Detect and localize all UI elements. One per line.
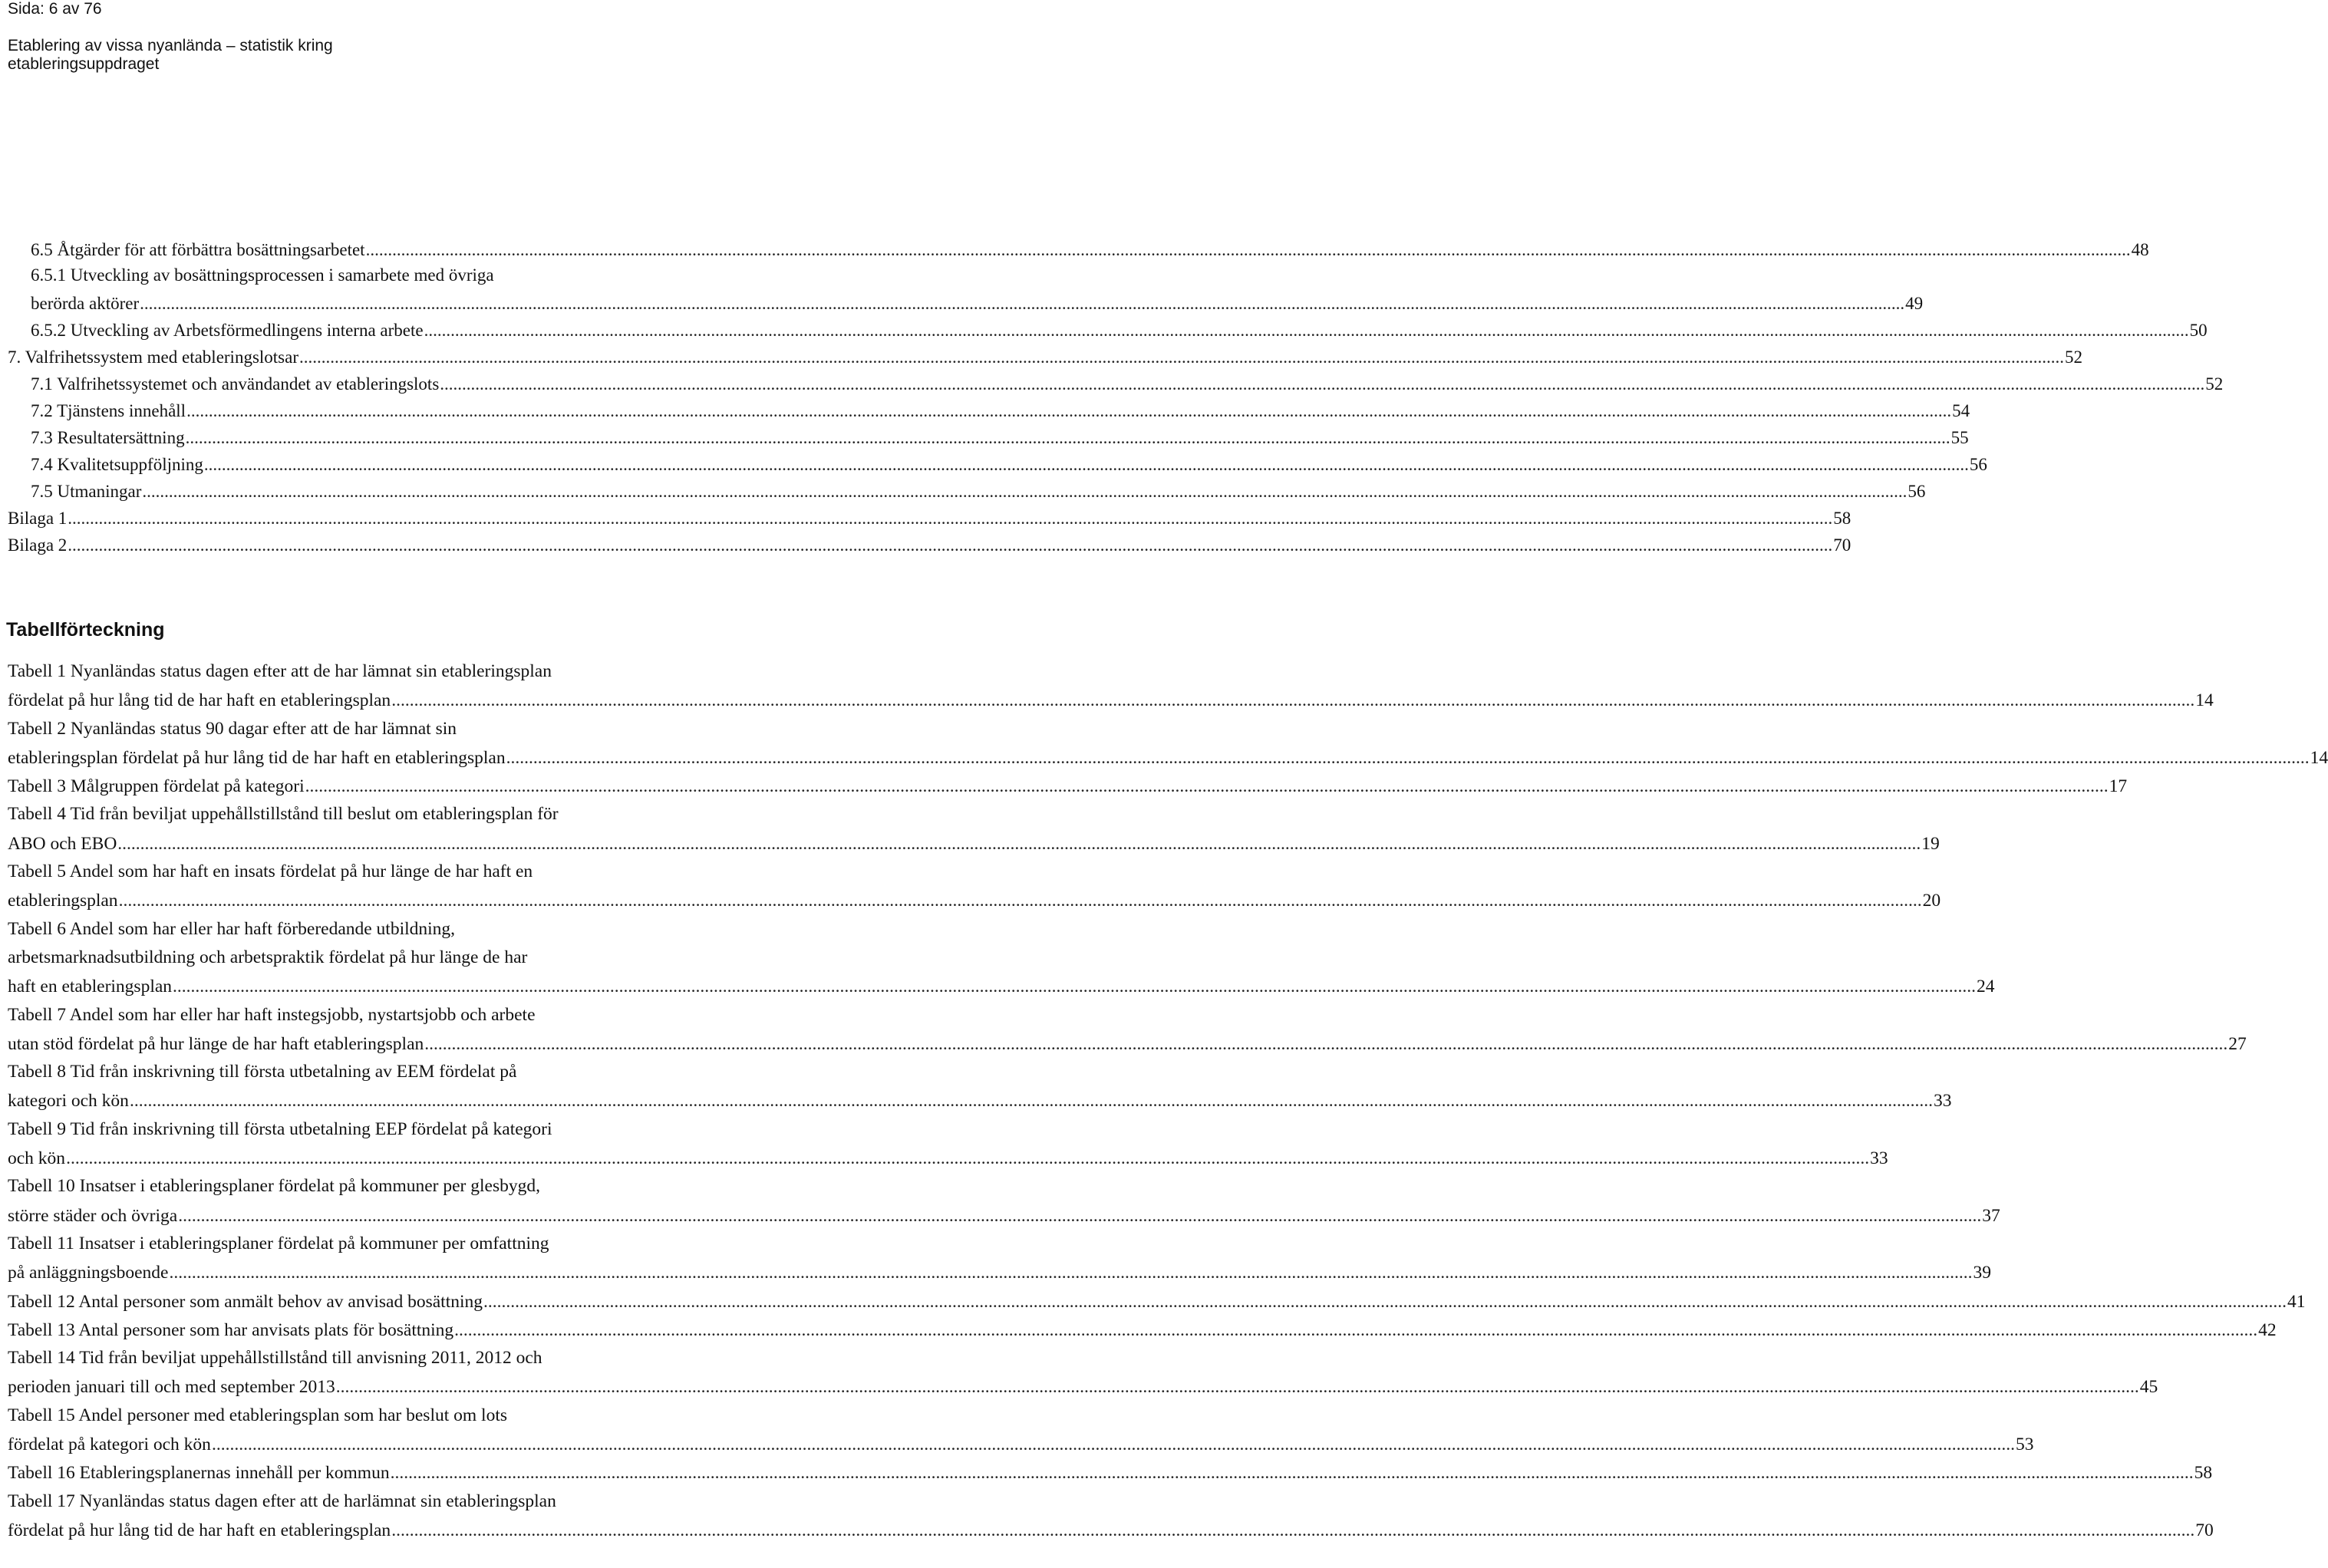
toc-entry[interactable] (8, 532, 1852, 555)
toc-entry[interactable] (31, 291, 1924, 314)
table-list-item-text: utan stöd fördelat på hur länge de har haft etableringsplan (8, 1034, 424, 1054)
dot-leader: ................................................................................................................................................................................................................................................................................................................................................................................................................ (142, 482, 1908, 501)
dot-leader: ................................................................................................................................................................................................................................................................................................................................................................................................................ (178, 1206, 1982, 1226)
dot-leader: ................................................................................................................................................................................................................................................................................................................................................................................................................ (140, 294, 1905, 313)
toc-entry[interactable]: 6.5.1 Utveckling av bosättningsprocessen i samarbete med övriga (31, 265, 494, 285)
dot-leader: ................................................................................................................................................................................................................................................................................................................................................................................................................ (335, 1377, 2139, 1397)
toc-entry-page: 49 (1905, 294, 1924, 313)
table-list-item-text: fördelat på hur lång tid de har haft en etableringsplan (8, 690, 391, 710)
dot-leader: ................................................................................................................................................................................................................................................................................................................................................................................................................ (424, 321, 2189, 340)
table-list-item-text: större städer och övriga (8, 1206, 178, 1226)
table-list-item-text: Tabell 4 Tid från beviljat uppehållstillstånd till beslut om etableringsplan för (8, 804, 559, 824)
table-list-item-page: 20 (1922, 891, 1941, 911)
table-list-item-text: fördelat på hur lång tid de har haft en etableringsplan (8, 1520, 391, 1540)
table-list-item-page: 27 (2228, 1034, 2247, 1054)
toc-entry-page: 55 (1950, 428, 1969, 447)
table-list-item-text: haft en etableringsplan (8, 977, 173, 996)
toc-entry-page: 70 (1833, 535, 1852, 555)
table-list-item-page: 58 (2194, 1463, 2213, 1483)
table-list-item-page: 19 (1921, 834, 1940, 854)
dot-leader: ................................................................................................................................................................................................................................................................................................................................................................................................................ (129, 1091, 1933, 1111)
dot-leader: ................................................................................................................................................................................................................................................................................................................................................................................................................ (390, 1463, 2194, 1483)
toc-entry-page: 56 (1969, 455, 1987, 474)
table-list-item-text: Tabell 17 Nyanländas status dagen efter att de harlämnat sin etableringsplan (8, 1491, 556, 1511)
table-list-item-text: arbetsmarknadsutbildning och arbetspraktik fördelat på hur länge de har (8, 947, 528, 967)
table-list-item-page: 41 (2287, 1292, 2306, 1312)
toc-entry[interactable] (31, 371, 2224, 394)
tables-heading: Tabellförteckning (6, 619, 165, 641)
table-list-item-text: Tabell 13 Antal personer som har anvisats plats för bosättning (8, 1320, 454, 1340)
toc-entry-title: 7.4 Kvalitetsuppföljning (31, 455, 203, 474)
table-list-item-text: fördelat på kategori och kön (8, 1435, 211, 1454)
table-list-item-text: Tabell 5 Andel som har haft en insats fördelat på hur länge de har haft en (8, 861, 533, 881)
table-list-item-text: Tabell 7 Andel som har eller har haft instegsjobb, nystartsjobb och arbete (8, 1005, 536, 1025)
table-list-item-text: Tabell 16 Etableringsplanernas innehåll per kommun (8, 1463, 390, 1483)
toc-entry-title: 7.3 Resultatersättning (31, 428, 185, 447)
dot-leader: ................................................................................................................................................................................................................................................................................................................................................................................................................ (185, 428, 1950, 447)
toc-entry-title: Bilaga 2 (8, 535, 68, 555)
toc-entry-page: 58 (1833, 509, 1852, 528)
toc-entry[interactable] (31, 479, 1926, 502)
dot-leader: ................................................................................................................................................................................................................................................................................................................................................................................................................ (173, 977, 1977, 996)
dot-leader: ................................................................................................................................................................................................................................................................................................................................................................................................................ (203, 455, 1969, 474)
table-list-item-text: ABO och EBO (8, 834, 117, 854)
table-list-item-text: Tabell 2 Nyanländas status 90 dagar efter att de har lämnat sin (8, 719, 457, 739)
table-list-item-page: 17 (2109, 776, 2128, 796)
dot-leader: ................................................................................................................................................................................................................................................................................................................................................................................................................ (454, 1320, 2258, 1340)
table-list-item-page: 37 (1982, 1206, 2000, 1226)
dot-leader: ................................................................................................................................................................................................................................................................................................................................................................................................................ (440, 374, 2205, 394)
table-list-item-page: 53 (2015, 1435, 2034, 1454)
toc-entry-page: 54 (1952, 401, 1970, 420)
toc-entry-page: 52 (2205, 374, 2224, 394)
table-list-item-page: 24 (1977, 977, 1995, 996)
toc-entry-title: berörda aktörer (31, 294, 140, 313)
toc-entry[interactable] (31, 452, 1987, 475)
dot-leader: ................................................................................................................................................................................................................................................................................................................................................................................................................ (68, 509, 1833, 528)
table-list-item-text: etableringsplan (8, 891, 118, 911)
table-list-item-page: 33 (1870, 1148, 1888, 1168)
toc-entry-title: 7.5 Utmaningar (31, 482, 142, 501)
toc-entry[interactable] (31, 237, 2149, 260)
dot-leader: ................................................................................................................................................................................................................................................................................................................................................................................................................ (424, 1034, 2228, 1054)
toc-entry-title: 7. Valfrihetssystem med etableringslotsar (8, 348, 298, 367)
table-list-item-text: Tabell 15 Andel personer med etableringsplan som har beslut om lots (8, 1405, 507, 1425)
toc-entry[interactable] (8, 344, 2082, 367)
page-number-label: Sida: 6 av 76 (8, 0, 102, 18)
dot-leader: ................................................................................................................................................................................................................................................................................................................................................................................................................ (483, 1292, 2287, 1312)
table-list-item-page: 39 (1973, 1263, 1991, 1283)
table-list-item-page: 14 (2195, 690, 2214, 710)
table-list-item-text: Tabell 1 Nyanländas status dagen efter att de har lämnat sin etableringsplan (8, 661, 552, 681)
table-list-item-text: kategori och kön (8, 1091, 129, 1111)
table-list-item-page: 70 (2195, 1520, 2214, 1540)
toc-entry-page: 56 (1908, 482, 1926, 501)
toc-entry-title: Bilaga 1 (8, 509, 68, 528)
dot-leader: ................................................................................................................................................................................................................................................................................................................................................................................................................ (66, 1148, 1870, 1168)
dot-leader: ................................................................................................................................................................................................................................................................................................................................................................................................................ (211, 1435, 2015, 1454)
table-list-item-text: etableringsplan fördelat på hur lång tid de har haft en etableringsplan (8, 748, 506, 768)
table-list-item-text: på anläggningsboende (8, 1263, 169, 1283)
toc-entry-page: 48 (2131, 240, 2149, 259)
table-list-item-page: 14 (2310, 748, 2328, 768)
toc-entry-title: 6.5 Åtgärder för att förbättra bosättningsarbetet (31, 240, 365, 259)
table-list-item-text: Tabell 11 Insatser i etableringsplaner fördelat på kommuner per omfattning (8, 1234, 549, 1253)
table-list-item-text: och kön (8, 1148, 66, 1168)
table-list-item-text: Tabell 14 Tid från beviljat uppehållstillstånd till anvisning 2011, 2012 och (8, 1348, 542, 1368)
dot-leader: ................................................................................................................................................................................................................................................................................................................................................................................................................ (186, 401, 1952, 420)
toc-entry-title: 6.5.2 Utveckling av Arbetsförmedlingens interna arbete (31, 321, 424, 340)
dot-leader: ................................................................................................................................................................................................................................................................................................................................................................................................................ (506, 748, 2310, 768)
table-list-item-text: Tabell 12 Antal personer som anmält behov av anvisad bosättning (8, 1292, 483, 1312)
toc-entry-page: 50 (2189, 321, 2208, 340)
table-list-item-text: Tabell 8 Tid från inskrivning till första utbetalning av EEM fördelat på (8, 1062, 517, 1082)
dot-leader: ................................................................................................................................................................................................................................................................................................................................................................................................................ (365, 240, 2131, 259)
toc-entry-page: 52 (2065, 348, 2082, 367)
dot-leader: ................................................................................................................................................................................................................................................................................................................................................................................................................ (305, 776, 2109, 796)
dot-leader: ................................................................................................................................................................................................................................................................................................................................................................................................................ (391, 690, 2195, 710)
table-list-item-page: 45 (2139, 1377, 2158, 1397)
toc-entry[interactable] (31, 318, 2208, 341)
table-list-item-text: Tabell 9 Tid från inskrivning till första utbetalning EEP fördelat på kategori (8, 1119, 552, 1139)
toc-entry[interactable] (31, 398, 1970, 421)
document-title-line-2: etableringsuppdraget (8, 55, 160, 73)
table-list-item-text: Tabell 10 Insatser i etableringsplaner fördelat på kommuner per glesbygd, (8, 1176, 540, 1196)
dot-leader: ................................................................................................................................................................................................................................................................................................................................................................................................................ (117, 834, 1921, 854)
toc-entry[interactable] (31, 425, 1969, 448)
table-list-item-text: perioden januari till och med september 2013 (8, 1377, 335, 1397)
table-list-item-page: 33 (1933, 1091, 1952, 1111)
dot-leader: ................................................................................................................................................................................................................................................................................................................................................................................................................ (299, 348, 2064, 367)
dot-leader: ................................................................................................................................................................................................................................................................................................................................................................................................................ (169, 1263, 1973, 1283)
toc-entry-title: 7.2 Tjänstens innehåll (31, 401, 186, 420)
toc-entry[interactable] (8, 506, 1852, 529)
table-list-item-text: Tabell 6 Andel som har eller har haft förberedande utbildning, (8, 919, 456, 939)
toc-entry-title: 7.1 Valfrihetssystemet och användandet av etableringslots (31, 374, 440, 394)
dot-leader: ................................................................................................................................................................................................................................................................................................................................................................................................................ (118, 891, 1922, 911)
document-title-line-1: Etablering av vissa nyanlända – statistik kring (8, 37, 333, 54)
dot-leader: ................................................................................................................................................................................................................................................................................................................................................................................................................ (68, 535, 1833, 555)
table-list-item-page: 42 (2258, 1320, 2277, 1340)
table-list-item-text: Tabell 3 Målgruppen fördelat på kategori (8, 776, 305, 796)
dot-leader: ................................................................................................................................................................................................................................................................................................................................................................................................................ (391, 1520, 2195, 1540)
